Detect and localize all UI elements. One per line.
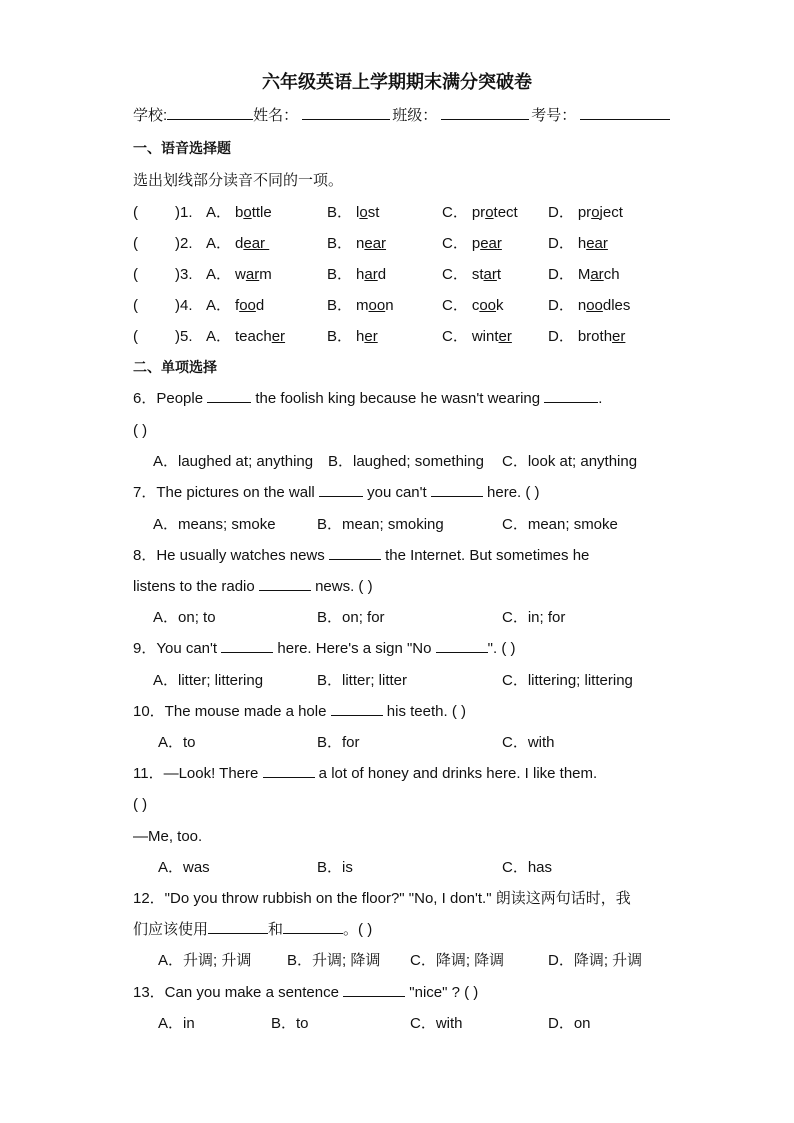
phonics-option-c[interactable] [442, 296, 504, 316]
student-info-line [133, 106, 670, 126]
word-part: w [235, 266, 246, 283]
section1-heading: 一、语音选择题 [133, 141, 231, 157]
phonics-option-d[interactable] [548, 296, 630, 316]
question-12-line2 [133, 920, 372, 940]
question-11-option-b[interactable]: B．is [317, 859, 353, 876]
underlined-letters: oo [586, 297, 603, 314]
question-7-option-c[interactable]: C．mean; smoke [502, 516, 618, 533]
question-8-option-a[interactable]: A．on; to [153, 609, 216, 626]
underlined-letters: ear [364, 235, 387, 252]
question-8-line2 [133, 577, 373, 597]
answer-paren-open[interactable]: ( [133, 297, 138, 314]
phonics-option-d[interactable] [548, 265, 620, 285]
question-6-text-a: 6．People [133, 390, 208, 407]
phonics-option-c[interactable] [442, 203, 518, 223]
word-part: n [385, 297, 394, 314]
section1-instruction: 选出划线部分读音不同的一项。 [133, 172, 344, 189]
underlined-letters: er [271, 328, 286, 345]
question-7-text-b: you can't [362, 484, 431, 501]
answer-blank[interactable] [343, 996, 405, 997]
answer-paren-open[interactable]: ( [133, 266, 138, 283]
question-number: )2. [175, 235, 193, 252]
option-label: B． [327, 204, 353, 221]
question-12-text-d: 。( ) [343, 921, 373, 938]
word-part: p [471, 235, 481, 252]
option-label: D． [548, 235, 574, 252]
word-part: m [259, 266, 272, 283]
phonics-option-c[interactable] [442, 327, 512, 347]
question-9-option-b[interactable]: B．litter; litter [317, 672, 408, 689]
question-13-option-c[interactable]: C．with [410, 1015, 463, 1032]
underlined-letters: oo [479, 297, 497, 314]
question-11 [133, 764, 597, 784]
option-label: D． [548, 328, 574, 345]
word-part: l [356, 204, 360, 221]
phonics-option-b[interactable] [327, 296, 394, 316]
question-9-text-c: ". ( ) [487, 640, 516, 657]
phonics-option-b[interactable] [327, 327, 378, 347]
question-number: )5. [175, 328, 193, 345]
underlined-letters: oo [368, 297, 386, 314]
word-part: st [367, 204, 380, 221]
option-label: A． [206, 204, 232, 221]
underlined-letters: o [243, 204, 252, 221]
question-number: )3. [175, 266, 193, 283]
answer-paren-open[interactable]: ( [133, 328, 138, 345]
phonics-option-b[interactable] [327, 265, 386, 285]
name-blank[interactable] [302, 119, 390, 120]
word-part: st [471, 266, 484, 283]
word-part: dles [602, 297, 631, 314]
answer-blank[interactable] [283, 933, 343, 934]
word-part: pr [577, 204, 592, 221]
number-blank[interactable] [580, 119, 670, 120]
option-label: C． [442, 266, 468, 283]
underlined-letters: oo [239, 297, 256, 314]
question-6-option-b[interactable]: B．laughed; something [328, 453, 484, 470]
underlined-letters: er [612, 328, 626, 345]
answer-blank[interactable] [221, 652, 273, 653]
word-part: d [255, 297, 265, 314]
class-blank[interactable] [441, 119, 529, 120]
underlined-letters: ar [245, 266, 260, 283]
word-part: M [577, 266, 591, 283]
question-11-option-a[interactable]: A．was [158, 859, 210, 876]
question-6-answer-paren[interactable]: ( ) [133, 422, 148, 439]
phonics-option-a[interactable] [206, 296, 264, 316]
option-label: B． [327, 328, 353, 345]
phonics-option-c[interactable] [442, 265, 501, 285]
underlined-letters: er [498, 328, 512, 345]
word-part: pr [471, 204, 486, 221]
phonics-option-a[interactable] [206, 265, 272, 285]
word-part: broth [577, 328, 613, 345]
question-11-text-a: 11．—Look! There [133, 765, 263, 782]
underlined-letters: er [364, 328, 378, 345]
word-part: b [235, 204, 244, 221]
phonics-option-d[interactable] [548, 234, 608, 254]
underlined-letters: o [359, 204, 368, 221]
question-6-text-c: . [598, 390, 603, 407]
underlined-letters: ar [483, 266, 497, 283]
word-part: tect [493, 204, 518, 221]
question-number: )4. [175, 297, 193, 314]
question-8-option-c[interactable]: C．in; for [502, 609, 566, 626]
question-11-option-c[interactable]: C．has [502, 859, 553, 876]
question-13-option-d[interactable]: D．on [548, 1015, 591, 1032]
option-label: B． [327, 297, 353, 314]
question-12: 12．"Do you throw rubbish on the floor?" "No, I don't." 朗读这两句话时，我 [133, 890, 631, 907]
school-blank[interactable] [167, 119, 253, 120]
question-7-text-a: 7．The pictures on the wall [133, 484, 319, 501]
phonics-option-c[interactable] [442, 234, 502, 254]
underlined-letters: ear [586, 235, 608, 252]
answer-blank[interactable] [207, 402, 251, 403]
answer-blank[interactable] [259, 590, 311, 591]
question-13-option-a[interactable]: A．in [158, 1015, 195, 1032]
underlined-letters: o [591, 204, 600, 221]
question-8 [133, 546, 589, 566]
question-8-text-c: listens to the radio [133, 578, 259, 595]
phonics-option-b[interactable] [327, 234, 386, 254]
phonics-option-d[interactable] [548, 203, 623, 223]
answer-paren-open[interactable]: ( [133, 235, 138, 252]
phonics-option-b[interactable] [327, 203, 379, 223]
option-label: A． [206, 297, 232, 314]
option-label: B． [327, 235, 353, 252]
question-13 [133, 983, 478, 1003]
word-part: n [577, 297, 587, 314]
word-part: ject [599, 204, 623, 221]
option-label: D． [548, 266, 574, 283]
underlined-letters: ar [364, 266, 378, 283]
question-12-option-d[interactable]: D．降调; 升调 [548, 952, 643, 969]
underlined-letters: ar [590, 266, 604, 283]
word-part: n [356, 235, 365, 252]
word-part: wint [471, 328, 499, 345]
question-6-text-b: the foolish king because he wasn't wearing [251, 390, 545, 407]
answer-blank[interactable] [329, 559, 381, 560]
question-7-option-a[interactable]: A．means; smoke [153, 516, 276, 533]
option-label: C． [442, 328, 468, 345]
question-12-option-b[interactable]: B．升调; 降调 [287, 952, 381, 969]
option-label: A． [206, 266, 232, 283]
word-part: d [377, 266, 387, 283]
phonics-option-a[interactable] [206, 234, 269, 254]
question-10 [133, 702, 466, 722]
question-number: )1. [175, 204, 193, 221]
section2-heading: 二、单项选择 [133, 360, 217, 376]
question-12-option-a[interactable]: A．升调; 升调 [158, 952, 252, 969]
question-7-text-c: here. ( ) [482, 484, 540, 501]
word-part: teach [235, 328, 272, 345]
option-label: D． [548, 204, 574, 221]
word-part: h [356, 266, 365, 283]
word-part: t [496, 266, 502, 283]
option-label: B． [327, 266, 353, 283]
question-6-option-c[interactable]: C．look at; anything [502, 453, 638, 470]
question-6 [133, 389, 602, 409]
question-13-text-b: "nice" ? ( ) [405, 984, 479, 1001]
phonics-option-a[interactable] [206, 327, 285, 347]
question-11-reply: —Me, too. [133, 828, 203, 845]
word-part: h [356, 328, 365, 345]
word-part: f [235, 297, 240, 314]
question-8-text-d: news. ( ) [310, 578, 373, 595]
word-part: ch [603, 266, 620, 283]
word-part: d [235, 235, 244, 252]
word-part: k [496, 297, 504, 314]
option-label: A． [206, 328, 232, 345]
question-9-text-b: here. Here's a sign "No [273, 640, 436, 657]
question-9 [133, 639, 515, 659]
word-part: ttle [251, 204, 272, 221]
answer-paren-open[interactable]: ( [133, 204, 138, 221]
answer-blank[interactable] [431, 496, 483, 497]
answer-blank[interactable] [319, 496, 363, 497]
option-label: A． [206, 235, 232, 252]
word-part: h [577, 235, 587, 252]
question-13-option-b[interactable]: B．to [271, 1015, 309, 1032]
option-label: C． [442, 297, 468, 314]
word-part: m [356, 297, 369, 314]
question-8-option-b[interactable]: B．on; for [317, 609, 385, 626]
phonics-option-a[interactable] [206, 203, 272, 223]
question-12-option-c[interactable]: C．降调; 降调 [410, 952, 505, 969]
question-12-text-b: 们应该使用 [133, 921, 209, 938]
answer-blank[interactable] [544, 402, 598, 403]
question-10-text-a: 10．The mouse made a hole [133, 703, 331, 720]
word-part: c [471, 297, 480, 314]
school-label: 学校: [133, 107, 168, 124]
question-7-option-b[interactable]: B．mean; smoking [317, 516, 444, 533]
question-10-option-c[interactable]: C．with [502, 734, 555, 751]
question-7 [133, 483, 540, 503]
page-title: 六年级英语上学期期末满分突破卷 [262, 72, 532, 93]
question-13-text-a: 13．Can you make a sentence [133, 984, 344, 1001]
answer-blank[interactable] [331, 715, 383, 716]
class-label: 班级： [392, 107, 438, 124]
option-label: C． [442, 204, 468, 221]
answer-blank[interactable] [208, 933, 268, 934]
question-6-option-a[interactable]: A．laughed at; anything [153, 453, 314, 470]
name-label: 姓名： [253, 107, 299, 124]
question-10-option-a[interactable]: A．to [158, 734, 196, 751]
underlined-letters: ear [243, 235, 270, 252]
question-11-text-b: a lot of honey and drinks here. I like them. [314, 765, 598, 782]
question-8-text-a: 8．He usually watches news [133, 547, 329, 564]
number-label: 考号： [531, 107, 577, 124]
answer-blank[interactable] [263, 777, 315, 778]
phonics-option-d[interactable] [548, 327, 625, 347]
question-8-text-b: the Internet. But sometimes he [380, 547, 590, 564]
question-10-option-b[interactable]: B．for [317, 734, 360, 751]
question-11-answer-paren[interactable]: ( ) [133, 796, 148, 813]
underlined-letters: ear [480, 235, 502, 252]
option-label: C． [442, 235, 468, 252]
question-12-text-c: 和 [268, 921, 284, 938]
underlined-letters: o [485, 204, 494, 221]
question-9-text-a: 9．You can't [133, 640, 222, 657]
question-9-option-c[interactable]: C．littering; littering [502, 672, 633, 689]
question-9-option-a[interactable]: A．litter; littering [153, 672, 264, 689]
answer-blank[interactable] [436, 652, 488, 653]
option-label: D． [548, 297, 574, 314]
question-10-text-b: his teeth. ( ) [382, 703, 466, 720]
